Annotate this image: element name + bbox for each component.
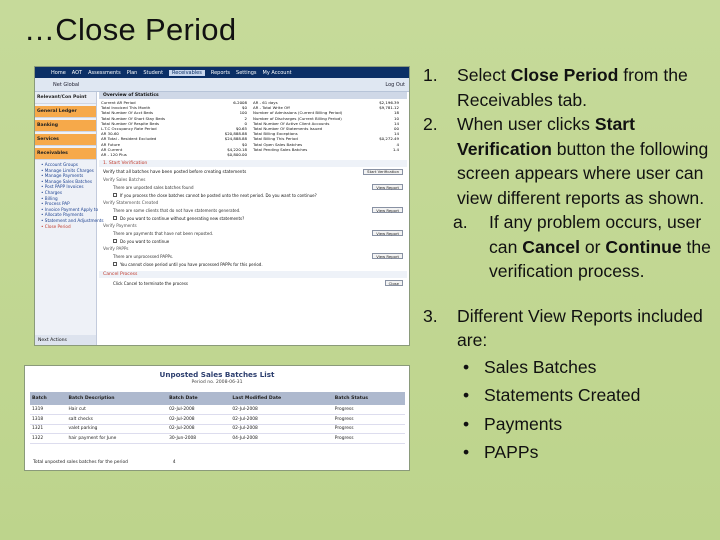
step-2-text-end: button the following screen appears where user can view different reports as shown. xyxy=(457,138,709,208)
table-cell: Progress xyxy=(333,434,405,444)
table-cell: 02-Jul-2008 xyxy=(167,415,230,425)
step-1-text-end: from the Receivables tab. xyxy=(457,65,688,110)
statistics-right-column xyxy=(253,100,405,157)
stat-value: $0,272.49 xyxy=(379,136,399,142)
stat-value: 6-2008 xyxy=(233,100,247,105)
report-list-item xyxy=(463,381,713,410)
top-nav-bar xyxy=(35,67,409,78)
stat-label: Total Number Of Short Stay Beds xyxy=(101,115,166,121)
slide-title: …Close Period xyxy=(24,12,237,47)
statistics-heading: Overview of Statistics xyxy=(99,92,407,99)
logout-link[interactable]: Log Out xyxy=(385,81,405,88)
sidebar-section[interactable]: Receivables xyxy=(35,148,96,160)
nav-tab[interactable]: AOT xyxy=(71,69,83,76)
verify-message: There are unposted sales batches found xyxy=(113,184,194,190)
stat-value: $0.65 xyxy=(235,126,247,132)
nav-tab[interactable]: Reports xyxy=(210,69,231,76)
bullet-icon: • xyxy=(463,385,470,405)
stat-label: Number of Discharges (Current Billing Period) xyxy=(253,115,342,121)
report-name: Payments xyxy=(484,413,563,434)
table-cell: 1322 xyxy=(30,434,66,444)
stat-label: AR Total - Resident Excluded xyxy=(101,136,157,142)
step-text: Different View Reports included are: xyxy=(457,305,703,350)
table-cell: 02-Jul-2008 xyxy=(167,424,230,434)
sidebar-section[interactable]: General Ledger xyxy=(35,106,96,118)
stat-value: $0 xyxy=(242,141,247,147)
verify-block-line xyxy=(99,252,407,260)
cancel-process-text: Click Cancel to terminate the process xyxy=(113,280,189,286)
step-2-emphasis: Start Verification xyxy=(457,114,635,159)
stat-value: $4,220.18 xyxy=(227,146,247,152)
table-row xyxy=(30,405,405,415)
sidebar-section[interactable]: Services xyxy=(35,134,96,146)
bullet-icon: • xyxy=(463,356,470,377)
cancel-process-heading: Cancel Process xyxy=(99,271,407,278)
step-number: 1. xyxy=(423,65,438,85)
cancel-process-row xyxy=(99,278,407,287)
report-name: PAPPs xyxy=(484,442,539,462)
cancel-emphasis: Cancel xyxy=(522,236,580,257)
sidebar-link[interactable]: • Invoice Payment Apply to xyxy=(41,206,99,212)
step-2a xyxy=(423,210,713,284)
unposted-sales-batches-screenshot xyxy=(24,365,410,471)
verify-block-line xyxy=(99,229,407,237)
verify-question: If you process the close batches cannot be posted unto the next period. Do you want to continue? xyxy=(113,193,317,198)
sidebar-section[interactable]: Banking xyxy=(35,120,96,132)
instruction-list xyxy=(423,63,713,467)
report-name: Statements Created xyxy=(484,385,641,405)
step-1-emphasis: Close Period xyxy=(510,65,619,85)
step-2a-text: If any problem occurs, user can xyxy=(489,212,702,257)
report-list-item xyxy=(463,410,713,439)
step-1-text: Select xyxy=(457,65,511,85)
column-header: Last Modified Date xyxy=(230,392,332,405)
verify-block-title: Verify Statements Created xyxy=(103,200,159,206)
step-number: 2. xyxy=(423,114,438,134)
stat-label: AR - Total Write Off xyxy=(253,105,290,111)
start-verification-button[interactable]: Start Verification xyxy=(363,169,403,175)
view-report-button[interactable]: View Report xyxy=(372,253,403,259)
sidebar-link[interactable]: • Charges xyxy=(41,189,63,195)
verify-block-line xyxy=(99,183,407,191)
continue-checkbox[interactable] xyxy=(113,216,117,220)
stat-label: Total Number Of Statements Issued xyxy=(253,126,323,132)
stat-value: $9,781.12 xyxy=(379,105,399,111)
sidebar-link[interactable]: • Allocate Payments xyxy=(41,212,84,218)
verify-question-line xyxy=(99,191,407,199)
sidebar-section[interactable]: Relevant/Con Point xyxy=(35,92,96,104)
step-2a-text-end: the verification process. xyxy=(489,236,711,281)
stat-label: L.T.C Occupancy Rate Period xyxy=(101,126,157,132)
sidebar-link[interactable]: • Manage Sales Batches xyxy=(41,178,93,184)
stat-value: $0,800.00 xyxy=(227,152,247,158)
stat-value: $20,888.88 xyxy=(224,131,247,137)
step-number: 3. xyxy=(423,305,438,326)
stat-label: Total Billing Exceptions xyxy=(253,131,298,137)
step-number: a. xyxy=(453,212,468,232)
stat-value: 0 xyxy=(244,120,247,126)
stat-value: 4 xyxy=(396,141,399,147)
stat-label: AR - 61 days xyxy=(253,100,278,105)
nav-tab[interactable]: Receivables xyxy=(169,70,205,76)
stat-value: $2,196.39 xyxy=(379,100,399,105)
stat-value: 14 xyxy=(394,131,399,137)
report-list-item xyxy=(463,353,713,382)
nav-tab[interactable]: Assessments xyxy=(88,69,121,76)
stat-label: Total Open Sales Batches xyxy=(253,141,303,147)
stat-row xyxy=(253,147,405,152)
step-text xyxy=(457,112,713,210)
verify-message: There are some clients that do not have statements generated. xyxy=(113,207,241,213)
stat-value: 00 xyxy=(394,126,399,132)
stat-label: Total Number Of Acct Beds xyxy=(101,110,154,116)
view-report-button[interactable]: View Report xyxy=(372,184,403,190)
step-2-text: When user clicks xyxy=(457,114,595,134)
sub-header-band xyxy=(35,78,409,92)
verify-question-line xyxy=(99,260,407,268)
table-cell: Hair cut xyxy=(66,405,167,415)
step-2a-or: or xyxy=(579,236,606,257)
table-cell: salt checks xyxy=(66,415,167,425)
verify-question-line xyxy=(99,214,407,222)
table-cell: hair payment for June xyxy=(66,434,167,444)
step-2 xyxy=(423,112,713,210)
column-header: Batch xyxy=(30,392,66,405)
stat-value: 14 xyxy=(394,120,399,126)
column-header: Batch Date xyxy=(167,392,230,405)
table-row xyxy=(30,424,405,434)
start-verification-heading: 1. Start Verification xyxy=(99,160,407,167)
sidebar-link[interactable]: • Post PAPP Invoices xyxy=(41,184,84,190)
view-report-button[interactable]: View Report xyxy=(372,230,403,236)
sidebar-link[interactable]: • Statement and Adjustments xyxy=(41,217,104,223)
report-list-item xyxy=(463,438,713,467)
report-subtitle: Period no. 2008-06-31 xyxy=(191,380,243,385)
bullet-icon: • xyxy=(463,442,470,462)
verify-question-line xyxy=(99,237,407,245)
stat-value: 18 xyxy=(394,110,399,116)
stat-label: Total Pending Sales Batches xyxy=(253,146,308,152)
stat-value: 2 xyxy=(244,115,247,121)
batches-table xyxy=(30,392,405,444)
statistics-table xyxy=(99,99,407,158)
step-text xyxy=(457,63,713,112)
stat-value: $0 xyxy=(242,105,247,111)
stat-value: 10 xyxy=(394,115,399,121)
net-global-link[interactable]: Net Global xyxy=(53,81,80,88)
stat-label: Current AR Period xyxy=(101,100,136,105)
sidebar-link[interactable]: • Billing xyxy=(41,195,58,201)
step-text xyxy=(489,210,713,284)
stat-value: $24,888.88 xyxy=(224,136,247,142)
stat-label: Total Billing This Period xyxy=(253,136,298,142)
verify-question: Do you want to continue xyxy=(113,239,169,244)
statistics-left-column xyxy=(101,100,253,157)
table-cell: 02-Jul-2008 xyxy=(230,405,332,415)
sidebar-link[interactable]: • Process PAP xyxy=(41,201,70,207)
table-cell: 02-Jul-2008 xyxy=(167,405,230,415)
nav-tab[interactable]: Plan xyxy=(126,69,138,76)
stat-label: Total Number Of Active Client Accounts xyxy=(253,120,330,126)
table-cell: Progress xyxy=(333,424,405,434)
verification-intro: Verify that all batches have been posted before creating statements xyxy=(103,169,247,175)
stat-label: AR Future xyxy=(101,141,120,147)
column-header: Batch Status xyxy=(333,392,405,405)
stat-label: AR Current xyxy=(101,146,123,152)
nav-tab[interactable]: Home xyxy=(51,69,66,76)
verify-message: There are payments that have not been reposted. xyxy=(113,230,214,236)
sidebar-link[interactable]: • Account Groups xyxy=(41,162,78,167)
close-button[interactable]: Close xyxy=(385,280,403,286)
verify-block-title: Verify PAPPs xyxy=(103,246,129,252)
table-cell: 1319 xyxy=(30,405,66,415)
table-cell: 30-Jun-2008 xyxy=(167,434,230,444)
sidebar-link[interactable]: • Manage Limits Charges xyxy=(41,167,94,173)
table-cell: 02-Jul-2008 xyxy=(230,415,332,425)
sidebar-link[interactable]: • Manage Payments xyxy=(41,173,84,179)
nav-tab[interactable]: My Account xyxy=(262,69,292,76)
main-panel xyxy=(99,92,407,345)
verify-question: Do you want to continue without generating new statements? xyxy=(113,216,244,221)
sidebar-link[interactable]: • Close Period xyxy=(41,223,71,229)
stat-value: 100 xyxy=(239,110,247,116)
column-header: Batch Description xyxy=(66,392,167,405)
report-name: Sales Batches xyxy=(484,356,597,377)
table-cell: 1321 xyxy=(30,424,66,434)
report-footer-note xyxy=(33,460,176,465)
table-cell: 1318 xyxy=(30,415,66,425)
stat-value: 1.4 xyxy=(392,146,399,152)
close-period-screenshot xyxy=(34,66,410,346)
bullet-icon: • xyxy=(463,413,470,434)
sidebar xyxy=(35,92,104,345)
continue-checkbox[interactable] xyxy=(113,193,117,197)
stat-label: Number of Admissions (Current Billing Period) xyxy=(253,110,343,116)
stat-label: Total Invoiced This Month xyxy=(101,105,151,111)
total-unposted-count: 4 xyxy=(172,460,176,465)
step-1 xyxy=(423,63,713,112)
verify-question: You cannot close period until you have processed PAPPs for this period. xyxy=(113,262,263,267)
continue-checkbox[interactable] xyxy=(113,262,117,266)
nav-tab[interactable]: Student xyxy=(143,69,164,76)
stat-label: Total Number Of Respite Beds xyxy=(101,120,160,126)
next-actions-label: Next Actions xyxy=(35,335,96,345)
verify-block-title: Verify Sales Batches xyxy=(103,177,146,183)
stat-label: AR 30-60 xyxy=(101,131,119,137)
stat-row xyxy=(101,152,253,157)
table-header-row xyxy=(30,392,405,405)
nav-tab[interactable]: Settings xyxy=(236,69,257,76)
table-cell: 04-Jul-2008 xyxy=(230,434,332,444)
continue-checkbox[interactable] xyxy=(113,239,117,243)
table-cell: 02-Jul-2008 xyxy=(230,424,332,434)
verify-block-line xyxy=(99,206,407,214)
verify-block-title: Verify Payments xyxy=(103,223,137,229)
total-unposted-label: Total unposted sales batches for the period xyxy=(33,460,128,465)
verification-intro-row xyxy=(99,167,407,176)
verify-message: There are unprocessed PAPPs. xyxy=(113,253,174,259)
table-cell: valet parking xyxy=(66,424,167,434)
continue-emphasis: Continue xyxy=(605,236,682,257)
report-title: Unposted Sales Batches List xyxy=(159,370,275,379)
table-row xyxy=(30,434,405,444)
report-list xyxy=(423,353,713,467)
table-row xyxy=(30,415,405,425)
table-cell: Progress xyxy=(333,415,405,425)
table-cell: Progress xyxy=(333,405,405,415)
stat-label: AR - 120 Plus xyxy=(101,152,127,158)
step-3 xyxy=(423,304,713,353)
view-report-button[interactable]: View Report xyxy=(372,207,403,213)
